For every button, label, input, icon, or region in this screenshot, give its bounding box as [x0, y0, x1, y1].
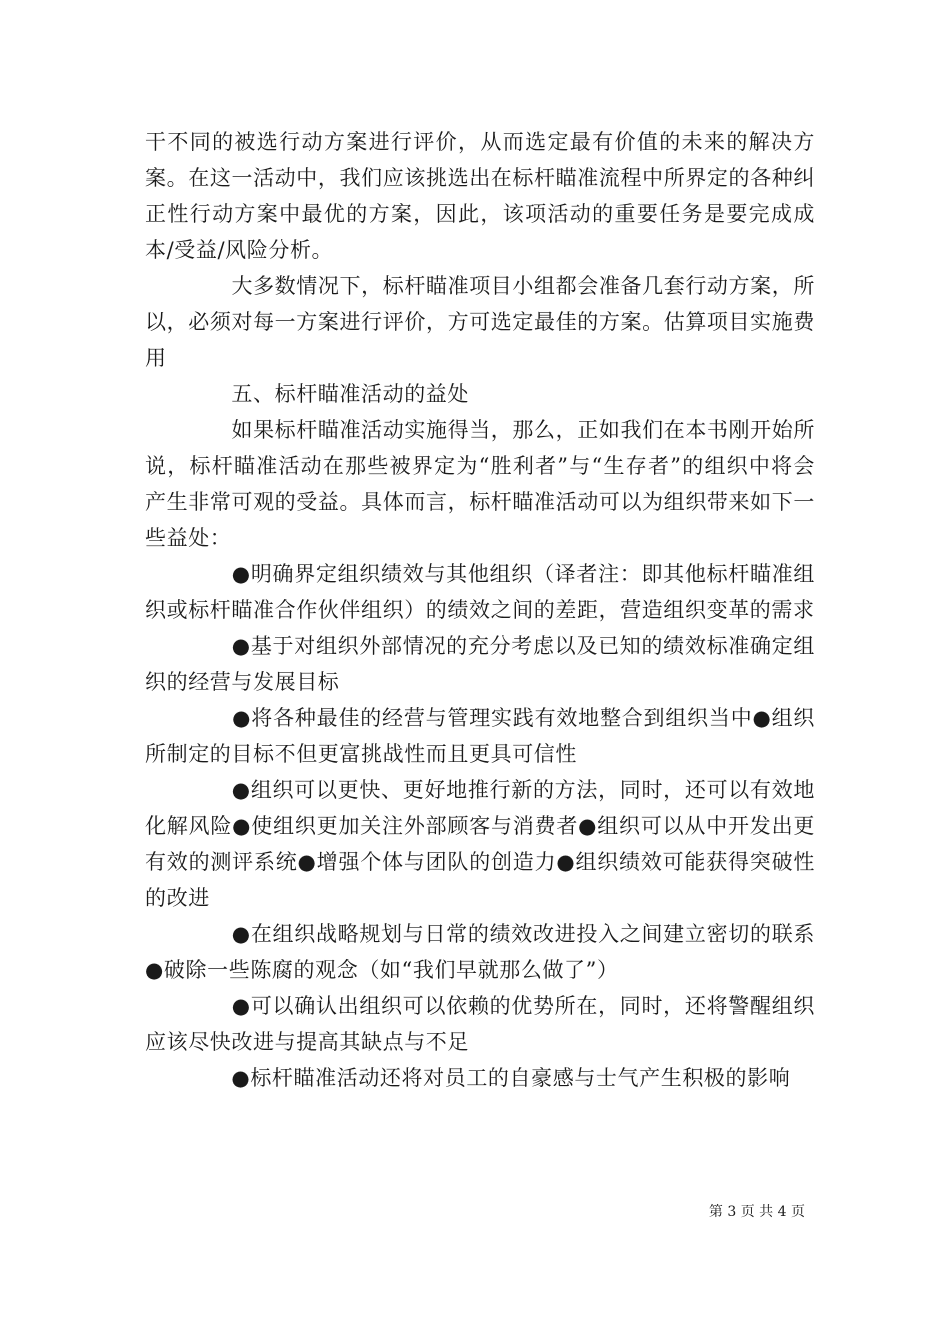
bullet-item-3: ●将各种最佳的经营与管理实践有效地整合到组织当中●组织所制定的目标不但更富挑战性而且更具可信性 [145, 706, 815, 766]
bullet-item-4: ●组织可以更快、更好地推行新的方法，同时，还可以有效地化解风险●使组织更加关注外部顾客与消费者●组织可以从中开发出更有效的测评系统●增强个体与团队的创造力●组织绩效可能获得突破性的改进 [145, 778, 815, 910]
section-heading: 五、标杆瞄准活动的益处 [145, 382, 469, 406]
paragraph-1: 干不同的被选行动方案进行评价，从而选定最有价值的未来的解决方案。在这一活动中，我们应该挑选出在标杆瞄准流程中所界定的各种纠正性行动方案中最优的方案，因此，该项活动的重要任务是要完成成本/受益/风险分析。 [145, 130, 815, 262]
bullet-item-2: ●基于对组织外部情况的充分考虑以及已知的绩效标准确定组织的经营与发展目标 [145, 634, 815, 694]
bullet-item-6: ●可以确认出组织可以依赖的优势所在，同时，还将警醒组织应该尽快改进与提高其缺点与不足 [145, 994, 815, 1054]
paragraph-2: 大多数情况下，标杆瞄准项目小组都会准备几套行动方案，所以，必须对每一方案进行评价，方可选定最佳的方案。估算项目实施费用 [145, 274, 815, 370]
bullet-item-5: ●在组织战略规划与日常的绩效改进投入之间建立密切的联系●破除一些陈腐的观念（如“我们早就那么做了”） [145, 922, 815, 982]
bullet-item-1: ●明确界定组织绩效与其他组织（译者注：即其他标杆瞄准组织或标杆瞄准合作伙伴组织）的绩效之间的差距，营造组织变革的需求 [145, 562, 815, 622]
body-text [145, 124, 815, 1096]
page-number-footer: 第 3 页 共 4 页 [708, 1204, 805, 1220]
paragraph-3: 如果标杆瞄准活动实施得当，那么，正如我们在本书刚开始所说，标杆瞄准活动在那些被界定为“胜利者”与“生存者”的组织中将会产生非常可观的受益。具体而言，标杆瞄准活动可以为组织带来如下一些益处： [145, 418, 815, 550]
bullet-item-7: ●标杆瞄准活动还将对员工的自豪感与士气产生积极的影响 [145, 1066, 791, 1090]
